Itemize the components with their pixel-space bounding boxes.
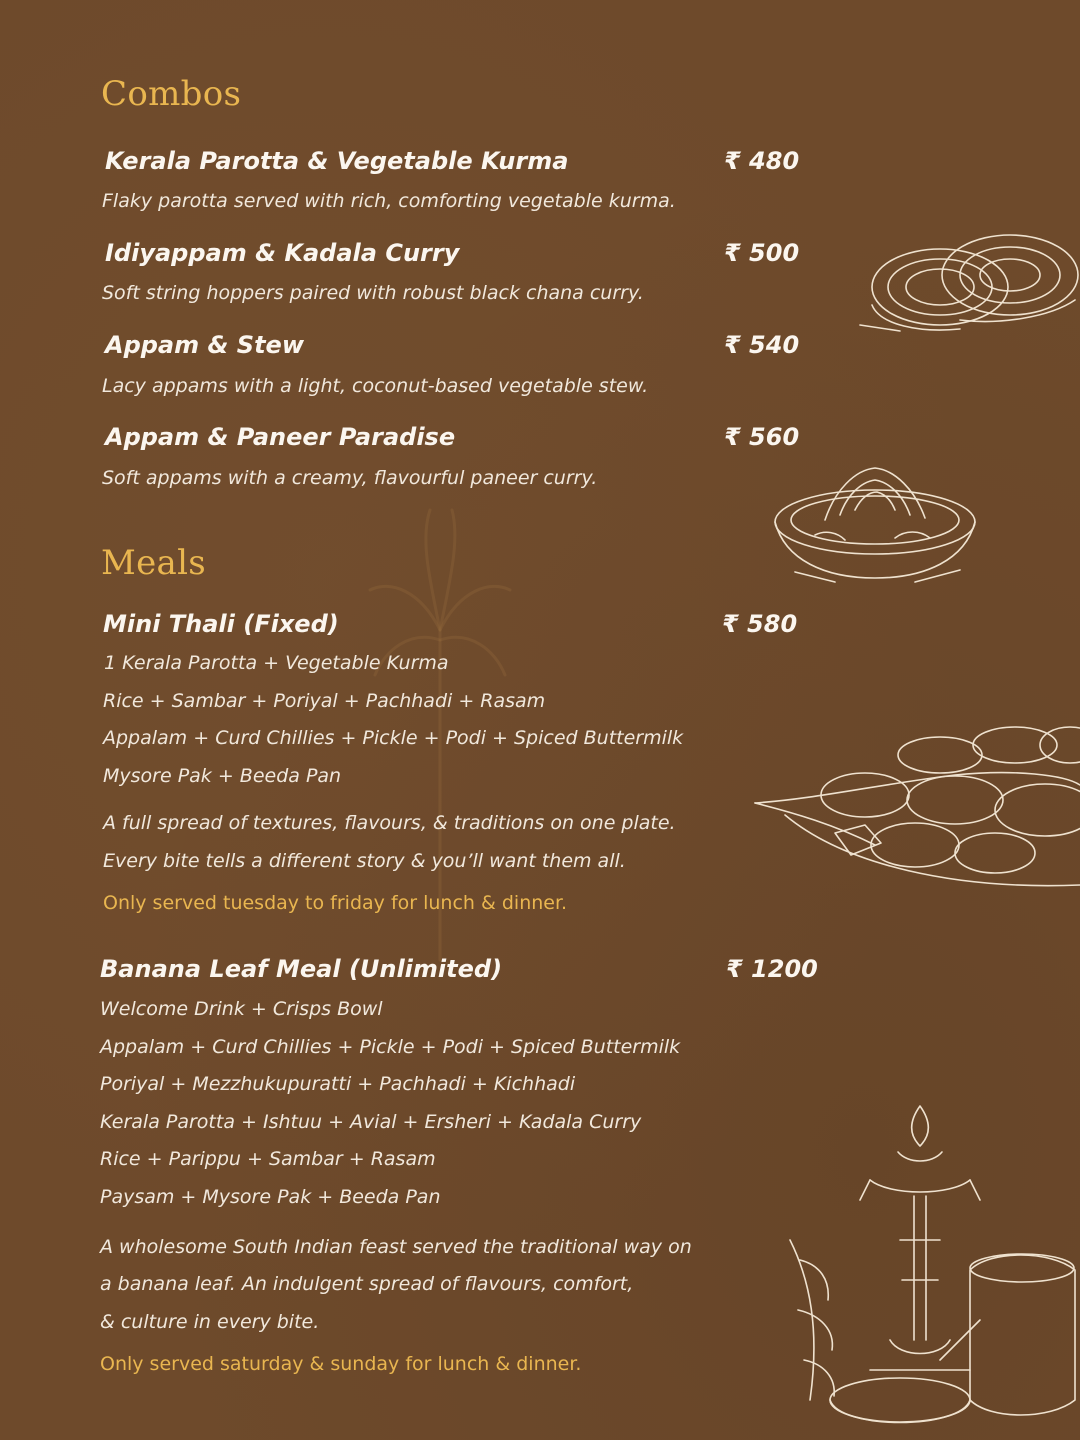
parotta-stack-icon — [860, 225, 1080, 340]
banana-leaf-line: Welcome Drink + Crisps Bowl — [100, 998, 383, 1020]
banana-leaf-description: A wholesome South Indian feast served the traditional way on — [100, 1236, 692, 1258]
brass-lamp-icon — [790, 1100, 1080, 1440]
combo-item-name: Idiyappam & Kadala Curry — [105, 239, 460, 267]
banana-leaf-line: Kerala Parotta + Ishtuu + Avial + Ersheri + Kadala Curry — [100, 1111, 642, 1133]
banana-leaf-meal-price: ₹ 1200 — [726, 955, 818, 983]
combo-item-name: Appam & Paneer Paradise — [105, 423, 456, 451]
combo-item-name: Kerala Parotta & Vegetable Kurma — [105, 147, 569, 175]
banana-leaf-line: Appalam + Curd Chillies + Pickle + Podi + Spiced Buttermilk — [100, 1036, 681, 1058]
banana-leaf-description: a banana leaf. An indulgent spread of flavours, comfort, — [100, 1273, 634, 1295]
combo-item-description: Lacy appams with a light, coconut-based vegetable stew. — [102, 375, 649, 397]
combo-item-description: Soft appams with a creamy, flavourful paneer curry. — [102, 467, 598, 489]
mini-thali-line: Mysore Pak + Beeda Pan — [103, 765, 342, 787]
mini-thali-availability: Only served tuesday to friday for lunch & dinner. — [103, 892, 568, 914]
mini-thali-description: Every bite tells a different story & you’ll want them all. — [103, 850, 626, 872]
banana-leaf-availability: Only served saturday & sunday for lunch & dinner. — [100, 1353, 582, 1375]
banana-leaf-description: & culture in every bite. — [100, 1311, 320, 1333]
mini-thali-name: Mini Thali (Fixed) — [103, 610, 339, 638]
mini-thali-description: A full spread of textures, flavours, & traditions on one plate. — [103, 812, 676, 834]
combo-item-description: Flaky parotta served with rich, comforting vegetable kurma. — [102, 190, 676, 212]
banana-leaf-line: Poriyal + Mezzhukupuratti + Pachhadi + Kichhadi — [100, 1073, 576, 1095]
banana-leaf-line: Paysam + Mysore Pak + Beeda Pan — [100, 1186, 441, 1208]
banana-leaf-line: Rice + Parippu + Sambar + Rasam — [100, 1148, 436, 1170]
meals-section-title: Meals — [101, 543, 207, 583]
combo-item-price: ₹ 500 — [724, 239, 800, 267]
combo-item-price: ₹ 480 — [724, 147, 800, 175]
mini-thali-price: ₹ 580 — [722, 610, 798, 638]
combo-item-price: ₹ 560 — [724, 423, 800, 451]
combo-item-name: Appam & Stew — [105, 331, 304, 359]
combos-section-title: Combos — [101, 74, 242, 114]
combo-item-description: Soft string hoppers paired with robust black chana curry. — [102, 282, 644, 304]
mini-thali-line: 1 Kerala Parotta + Vegetable Kurma — [104, 652, 449, 674]
banana-leaf-meal-name: Banana Leaf Meal (Unlimited) — [100, 955, 503, 983]
combo-item-price: ₹ 540 — [724, 331, 800, 359]
thali-platter-icon — [755, 715, 1080, 895]
mini-thali-line: Rice + Sambar + Poriyal + Pachhadi + Rasam — [103, 690, 546, 712]
appam-bowl-icon — [765, 460, 985, 585]
mini-thali-line: Appalam + Curd Chillies + Pickle + Podi + Spiced Buttermilk — [103, 727, 684, 749]
